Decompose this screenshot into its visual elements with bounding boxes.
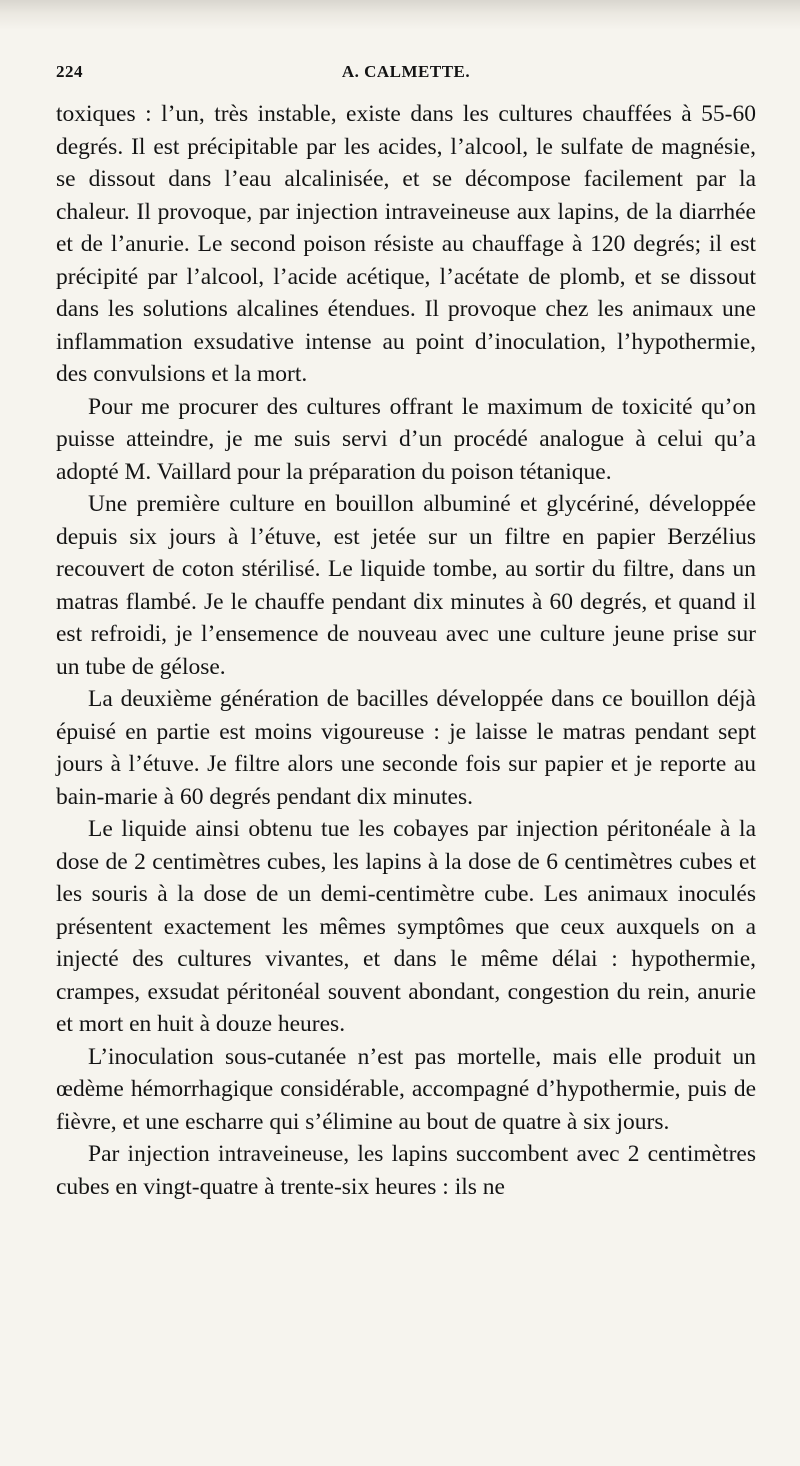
paragraph-continuation: toxiques : l’un, très instable, existe dans les cultures chauffées à 55-60 degrés. Il est précipitable par les acides, l’alcool, le sulfate de magnésie, se dissout dans l’eau alcalinisée, et se décompose facilement par la chaleur. Il provoque, par injection intraveineuse aux lapins, de la diarrhée et de l’anurie. Le second poison résiste au chauffage à 120 degrés; il est précipité par l’alcool, l’acide acétique, l’acétate de plomb, et se dissout dans les solutions alcalines étendues. Il provoque chez les animaux une inflammation exsudative intense au point d’inoculation, l’hypothermie, des convulsions et la mort. [56, 101, 756, 387]
paragraph: Une première culture en bouillon albuminé et glycériné, développée depuis six jours à l’étuve, est jetée sur un filtre en papier Berzélius recouvert de coton stérilisé. Le liquide tombe, au sortir du filtre, dans un matras flambé. Je le chauffe pendant dix minutes à 60 degrés, et quand il est refroidi, je l’ensemence de nouveau avec une culture jeune prise sur un tube de gélose. [56, 491, 756, 680]
body-text [56, 98, 756, 1203]
running-head [56, 62, 756, 86]
paragraph: Par injection intraveineuse, les lapins succombent avec 2 centimètres cubes en vingt-quatre à trente-six heures : ils ne [56, 1141, 756, 1200]
page-number: 224 [56, 62, 83, 81]
paragraph: L’inoculation sous-cutanée n’est pas mortelle, mais elle produit un œdème hémorrhagique considérable, accompagné d’hypothermie, puis de fièvre, et une escharre qui s’élimine au bout de quatre à six jours. [56, 1043, 756, 1135]
running-head-author: A. CALMETTE. [341, 62, 471, 81]
scan-top-edge [0, 0, 800, 30]
book-page [56, 62, 756, 1442]
paragraph: La deuxième génération de bacilles développée dans ce bouillon déjà épuisé en partie est moins vigoureuse : je laisse le matras pendant sept jours à l’étuve. Je filtre alors une seconde fois sur papier et je reporte au bain-marie à 60 degrés pendant dix minutes. [56, 686, 756, 810]
paragraph: Le liquide ainsi obtenu tue les cobayes par injection péritonéale à la dose de 2 centimètres cubes, les lapins à la dose de 6 centimètres cubes et les souris à la dose de un demi-centimètre cube. Les animaux inoculés présentent exactement les mêmes symptômes que ceux auxquels on a injecté des cultures vivantes, et dans le même délai : hypothermie, crampes, exsudat péritonéal souvent abondant, congestion du rein, anurie et mort en huit à douze heures. [56, 816, 756, 1037]
paragraph: Pour me procurer des cultures offrant le maximum de toxicité qu’on puisse atteindre, je me suis servi d’un procédé analogue à celui qu’a adopté M. Vaillard pour la préparation du poison tétanique. [56, 393, 756, 485]
